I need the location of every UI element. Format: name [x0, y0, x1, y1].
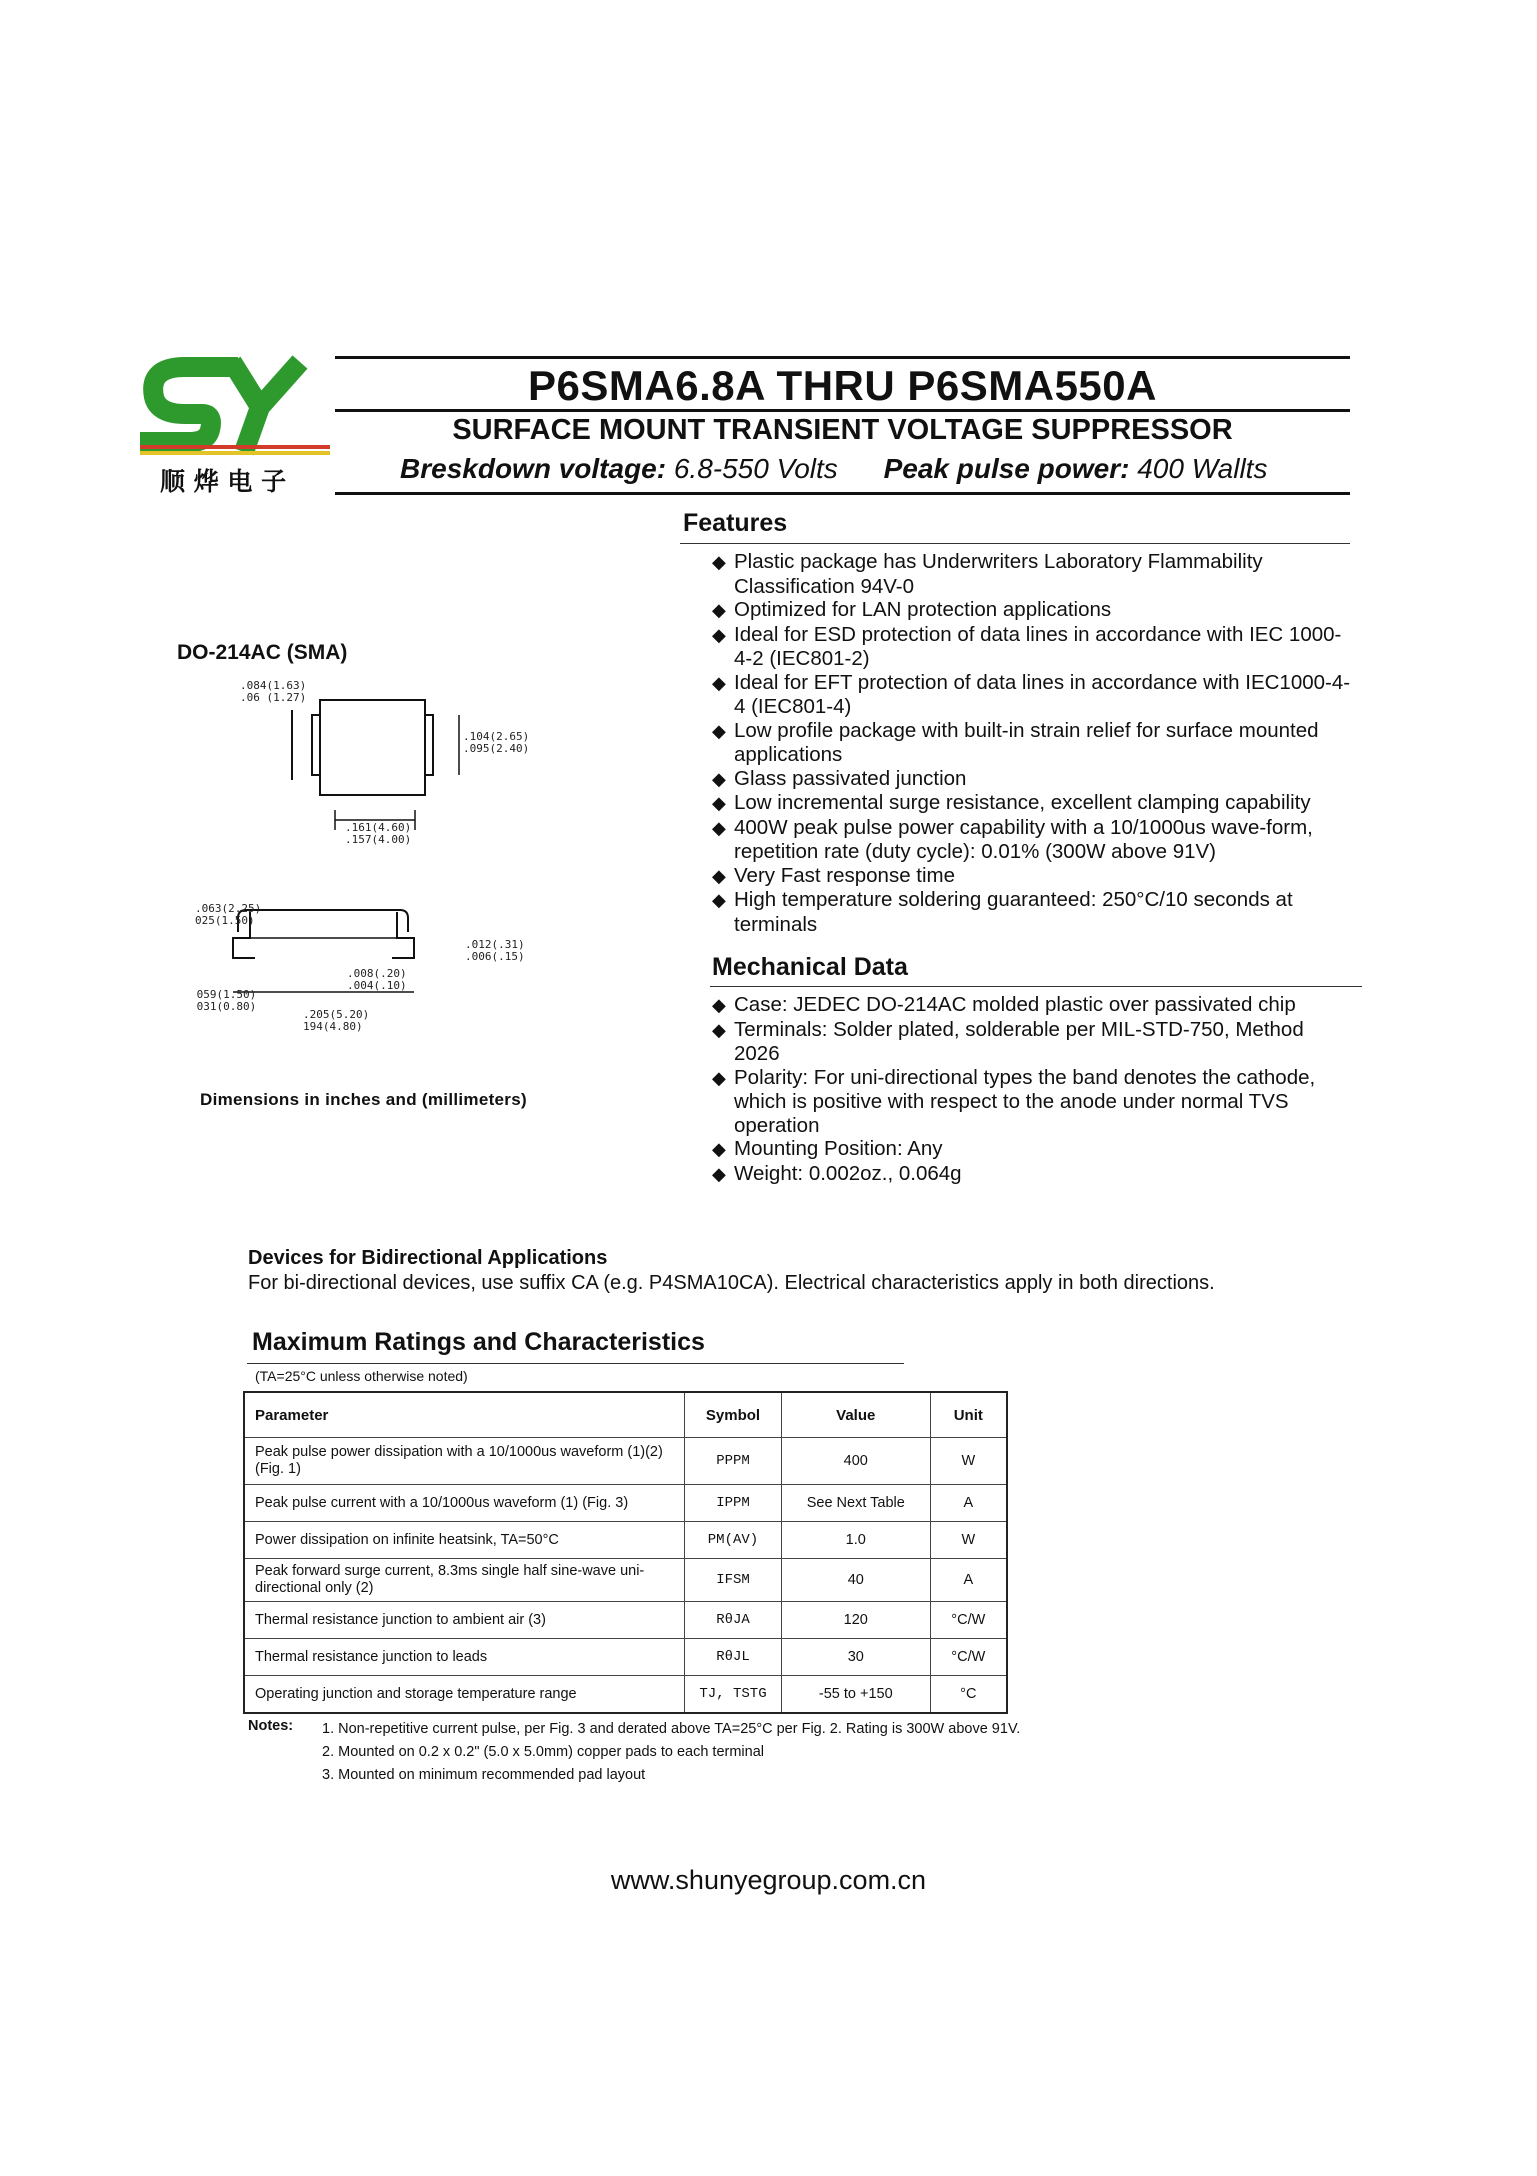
spec-summary [400, 453, 1267, 485]
header-bottom-rule [335, 492, 1350, 495]
dim-length-a: .161(4.60) [345, 821, 412, 834]
symbol-cell: IPPM [685, 1485, 782, 1522]
features-list [712, 550, 1352, 936]
mechanical-item: ◆ Case: JEDEC DO-214AC molded plastic over passivated chip [712, 993, 1352, 1018]
dimensions-caption: Dimensions in inches and (millimeters) [200, 1090, 527, 1109]
breakdown-value: 6.8-550 Volts [673, 453, 838, 484]
test-condition-note: (TA=25°C unless otherwise noted) [255, 1368, 468, 1384]
symbol-cell: PM(AV) [685, 1522, 782, 1559]
value-cell: See Next Table [781, 1485, 930, 1522]
power-label: Peak pulse power: [883, 453, 1130, 484]
column-header-value: Value [781, 1392, 930, 1438]
value-cell: -55 to +150 [781, 1676, 930, 1714]
unit-cell: °C/W [930, 1639, 1007, 1676]
logo-chinese-text: 顺 烨 电 子 [160, 467, 287, 496]
parameter-cell: Peak pulse power dissipation with a 10/1000us waveform (1)(2) (Fig. 1) [244, 1438, 685, 1485]
column-header-parameter: Parameter [244, 1392, 685, 1438]
feature-item: ◆ Glass passivated junction [712, 767, 1352, 792]
feature-item: ◆ 400W peak pulse power capability with a 10/1000us wave-form, repetition rate (duty cycle): 0.01% (300W above 91V) [712, 816, 1352, 864]
table-row [244, 1438, 1007, 1485]
feature-item: ◆ Optimized for LAN protection applications [712, 598, 1352, 623]
mechanical-item: ◆ Polarity: For uni-directional types the band denotes the cathode, which is positive with respect to the anode under normal TVS operation [712, 1066, 1352, 1138]
value-cell: 40 [781, 1559, 930, 1602]
unit-cell: °C/W [930, 1602, 1007, 1639]
parameter-cell: Operating junction and storage temperature range [244, 1676, 685, 1714]
page-subtitle: SURFACE MOUNT TRANSIENT VOLTAGE SUPPRESSOR [452, 414, 1233, 446]
mechanical-item: ◆ Mounting Position: Any [712, 1137, 1352, 1162]
unit-cell: A [930, 1559, 1007, 1602]
note-item: 1. Non-repetitive current pulse, per Fig. 3 and derated above TA=25°C per Fig. 2. Rating is 300W above 91V. [322, 1721, 1021, 1737]
bidirectional-heading: Devices for Bidirectional Applications [248, 1247, 608, 1269]
parameter-cell: Thermal resistance junction to ambient air (3) [244, 1602, 685, 1639]
feature-item: ◆ Very Fast response time [712, 864, 1352, 889]
parameter-cell: Power dissipation on infinite heatsink, TA=50°C [244, 1522, 685, 1559]
ratings-heading: Maximum Ratings and Characteristics [252, 1328, 705, 1356]
feature-item: ◆ Low profile package with built-in strain relief for surface mounted applications [712, 719, 1352, 767]
ratings-table [243, 1391, 1008, 1714]
ratings-rule [247, 1363, 904, 1364]
page-title: P6SMA6.8A THRU P6SMA550A [528, 362, 1157, 409]
dim-height-b: .06 (1.27) [240, 691, 307, 704]
feature-item: ◆ High temperature soldering guaranteed: 250°C/10 seconds at terminals [712, 888, 1352, 936]
bidirectional-text: For bi-directional devices, use suffix CA (e.g. P4SMA10CA). Electrical characteristics apply in both directions. [248, 1272, 1215, 1294]
website-link[interactable]: www.shunyegroup.com.cn [610, 1865, 927, 1895]
dim-width-b: .095(2.40) [463, 742, 530, 755]
unit-cell: °C [930, 1676, 1007, 1714]
unit-cell: W [930, 1438, 1007, 1485]
table-header-row [244, 1392, 1007, 1438]
symbol-cell: TJ, TSTG [685, 1676, 782, 1714]
value-cell: 30 [781, 1639, 930, 1676]
dim-length-b: .157(4.00) [345, 833, 412, 846]
dim-side-b: 025(1.50) [195, 914, 255, 927]
symbol-cell: RθJA [685, 1602, 782, 1639]
parameter-cell: Peak pulse current with a 10/1000us waveform (1) (Fig. 3) [244, 1485, 685, 1522]
package-drawing [195, 680, 575, 1070]
company-logo [140, 352, 340, 502]
dim-lead-b: .006(.15) [465, 950, 525, 963]
mechanical-heading: Mechanical Data [712, 953, 908, 981]
unit-cell: A [930, 1485, 1007, 1522]
note-item: 2. Mounted on 0.2 x 0.2" (5.0 x 5.0mm) copper pads to each terminal [322, 1744, 764, 1760]
symbol-cell: PPPM [685, 1438, 782, 1485]
table-row [244, 1559, 1007, 1602]
dim-width-a: .104(2.65) [463, 730, 530, 743]
value-cell: 120 [781, 1602, 930, 1639]
dim-height-a: .084(1.63) [240, 680, 307, 692]
dim-foot-a: .008(.20) [347, 967, 407, 980]
table-row [244, 1522, 1007, 1559]
parameter-cell: Peak forward surge current, 8.3ms single half sine-wave uni-directional only (2) [244, 1559, 685, 1602]
dim-side-a: .063(2.25) [195, 902, 262, 915]
note-item: 3. Mounted on minimum recommended pad layout [322, 1767, 646, 1783]
mechanical-item: ◆ Terminals: Solder plated, solderable per MIL-STD-750, Method 2026 [712, 1018, 1352, 1066]
feature-item: ◆ Low incremental surge resistance, excellent clamping capability [712, 791, 1352, 816]
symbol-cell: RθJL [685, 1639, 782, 1676]
column-header-unit: Unit [930, 1392, 1007, 1438]
mechanical-list [712, 993, 1352, 1186]
dim-foot-b: .004(.10) [347, 979, 407, 992]
header-top-rule [335, 356, 1350, 359]
unit-cell: W [930, 1522, 1007, 1559]
table-row [244, 1639, 1007, 1676]
table-row [244, 1676, 1007, 1714]
table-row [244, 1485, 1007, 1522]
power-value: 400 Wallts [1137, 453, 1268, 484]
dim-overall-a: .205(5.20) [303, 1008, 370, 1021]
symbol-cell: IFSM [685, 1559, 782, 1602]
feature-item: ◆ Ideal for EFT protection of data lines in accordance with IEC1000-4-4 (IEC801-4) [712, 671, 1352, 719]
features-heading: Features [683, 509, 788, 537]
feature-item: ◆ Ideal for ESD protection of data lines in accordance with IEC 1000-4-2 (IEC801-2) [712, 623, 1352, 671]
notes-label: Notes: [248, 1718, 294, 1734]
value-cell: 1.0 [781, 1522, 930, 1559]
dim-lead-a: .012(.31) [465, 938, 525, 951]
package-name: DO-214AC (SMA) [177, 641, 348, 664]
value-cell: 400 [781, 1438, 930, 1485]
header-title-rule [335, 409, 1350, 412]
column-header-symbol: Symbol [685, 1392, 782, 1438]
feature-item: ◆ Plastic package has Underwriters Laboratory Flammability Classification 94V-0 [712, 550, 1352, 598]
mechanical-item: ◆ Weight: 0.002oz., 0.064g [712, 1162, 1352, 1187]
dim-land-b: .031(0.80) [195, 1000, 257, 1013]
features-rule [680, 543, 1350, 544]
mechanical-rule [710, 986, 1362, 987]
dim-overall-b: 194(4.80) [303, 1020, 363, 1033]
table-row [244, 1602, 1007, 1639]
parameter-cell: Thermal resistance junction to leads [244, 1639, 685, 1676]
breakdown-label: Breskdown voltage: [400, 453, 667, 484]
dim-land-a: .059(1.50) [195, 988, 257, 1001]
notes-list [322, 1718, 1020, 1787]
